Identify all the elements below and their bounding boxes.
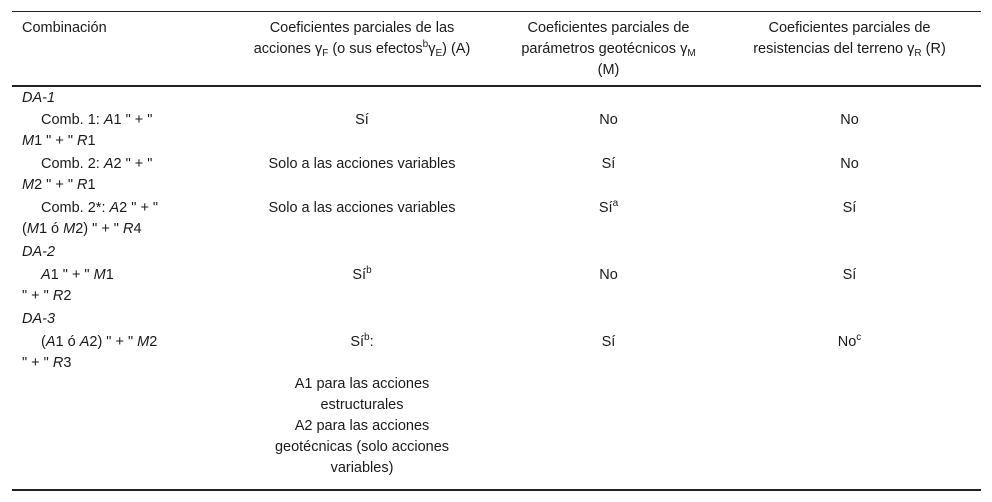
header-acciones-pre: acciones γ [253, 41, 323, 57]
comb2star-resistencias: Sí [842, 200, 857, 216]
da3-note-a1 [247, 374, 477, 416]
comb2star-open-paren: ( [22, 221, 27, 237]
da3-acciones-colon: : [369, 334, 374, 350]
comb2-line1-post: 2 " + " [113, 156, 153, 172]
da3-mid1: 1 ó [55, 334, 80, 350]
comb2star-parametros-text: Sí [598, 200, 613, 216]
row-comb1-label [22, 110, 247, 152]
da2-line1-mid: 1 " + " [50, 267, 94, 283]
header-acciones [247, 18, 477, 60]
da3-acciones-text: Sí [350, 334, 365, 350]
header-parametros-sub-m: M [687, 48, 696, 59]
row-da3-label [22, 332, 247, 374]
da3-a1-symbol: A [45, 334, 56, 350]
da3-resistencias-text: No [837, 334, 857, 350]
header-resistencias-post: (R) [921, 41, 946, 57]
da3-mid2: 2) " + " [89, 334, 138, 350]
comb1-a-symbol: A [103, 112, 114, 128]
section-da1: DA-1 [22, 90, 56, 106]
comb2star-mid2: 2) " + " [75, 221, 123, 237]
da3-note-a1-line2: estructurales [320, 397, 404, 413]
da3-note-a2-line2: geotécnicas (solo acciones [274, 439, 450, 455]
da3-acciones-spacer [247, 353, 477, 374]
footnote-a: a [612, 198, 619, 209]
comb1-line2-post: 1 [87, 133, 96, 149]
row-comb2star-label [22, 198, 247, 240]
comb1-parametros: No [599, 112, 618, 128]
da2-parametros: No [599, 267, 618, 283]
section-da2: DA-2 [22, 244, 56, 260]
comb2star-r-symbol: R [123, 221, 134, 237]
da2-m-symbol: M [93, 267, 106, 283]
da2-resistencias: Sí [842, 267, 857, 283]
da3-line2-post: 3 [63, 355, 72, 371]
comb1-line1-post: 1 " + " [113, 112, 153, 128]
comb2-parametros: Sí [601, 156, 616, 172]
comb2star-line1-post: 2 " + " [119, 200, 159, 216]
comb2-r-symbol: R [77, 177, 88, 193]
da2-line1-post: 1 [105, 267, 114, 283]
comb1-r-symbol: R [77, 133, 88, 149]
da3-note-a2 [247, 416, 477, 479]
da2-acciones-text: Sí [352, 267, 367, 283]
da3-r-symbol: R [52, 355, 64, 371]
comb1-resistencias: No [840, 112, 859, 128]
footnote-c: c [856, 332, 862, 343]
da3-m-symbol: M [137, 334, 150, 350]
section-da3: DA-3 [22, 311, 56, 327]
comb1-prefix: Comb. 1: [41, 112, 104, 128]
header-acciones-sub-e: E [435, 48, 443, 59]
da2-a-symbol: A [41, 267, 51, 283]
comb2-acciones: Solo a las acciones variables [268, 156, 456, 172]
da3-note-a2-line1: A2 para las acciones [294, 418, 430, 434]
header-combinacion: Combinación [22, 20, 107, 36]
comb2star-a-symbol: A [109, 200, 120, 216]
comb1-m-symbol: M [22, 133, 35, 149]
da3-note-a1-line1: A1 para las acciones [294, 376, 430, 392]
comb2-line2-post: 1 [87, 177, 96, 193]
comb2star-line2-post: 4 [133, 221, 142, 237]
da3-note-a2-line3: variables) [330, 460, 394, 476]
header-parametros [487, 18, 730, 81]
comb2star-m2-symbol: M [63, 221, 76, 237]
header-acciones-gamma: γ [428, 41, 436, 57]
header-acciones-mid: (o sus efectos [328, 41, 423, 57]
comb2star-m1-symbol: M [26, 221, 39, 237]
comb2-m-symbol: M [22, 177, 35, 193]
header-rule [12, 85, 981, 87]
comb2-line2-mid: 2 " + " [34, 177, 78, 193]
da3-open-paren: ( [41, 334, 46, 350]
da3-parametros: Sí [601, 334, 616, 350]
da3-a2-symbol: A [79, 334, 90, 350]
header-resistencias-sub-r: R [914, 48, 922, 59]
header-acciones-line1: Coeficientes parciales de las [269, 20, 455, 36]
footnote-b-da3: b [364, 332, 370, 343]
footnote-b: b [366, 265, 372, 276]
da2-r-symbol: R [52, 288, 64, 304]
comb2star-acciones: Solo a las acciones variables [268, 200, 456, 216]
table-bottom-rule [12, 489, 981, 491]
comb2star-mid1: 1 ó [38, 221, 64, 237]
header-acciones-sub-f: F [322, 48, 329, 59]
header-parametros-line3: (M) [597, 62, 620, 78]
da3-line2-pre: " + " [22, 355, 53, 371]
da3-resistencias [730, 332, 969, 353]
comb2-prefix: Comb. 2: [41, 156, 104, 172]
header-parametros-pre: parámetros geotécnicos γ [521, 41, 688, 57]
da3-line1-post: 2 [149, 334, 158, 350]
comb2-resistencias: No [840, 156, 859, 172]
partial-coefficients-table [12, 11, 981, 490]
row-da2-label [22, 265, 247, 307]
table-top-rule [12, 11, 981, 12]
header-resistencias-pre: resistencias del terreno γ [753, 41, 915, 57]
header-acciones-post: ) (A) [442, 41, 471, 57]
comb2star-parametros [487, 198, 730, 219]
header-parametros-line1: Coeficientes parciales de [527, 20, 690, 36]
header-resistencias-line1: Coeficientes parciales de [768, 20, 931, 36]
da3-acciones [247, 332, 477, 479]
da2-line2-post: 2 [63, 288, 72, 304]
da2-line2-pre: " + " [22, 288, 53, 304]
comb2star-prefix: Comb. 2*: [41, 200, 110, 216]
comb1-line2-mid: 1 " + " [34, 133, 78, 149]
header-resistencias [730, 18, 969, 60]
header-acciones-sup-b: b [422, 39, 429, 50]
da2-acciones [247, 265, 477, 286]
row-comb2-label [22, 154, 247, 196]
comb2-a-symbol: A [103, 156, 114, 172]
comb1-acciones: Sí [355, 112, 369, 128]
